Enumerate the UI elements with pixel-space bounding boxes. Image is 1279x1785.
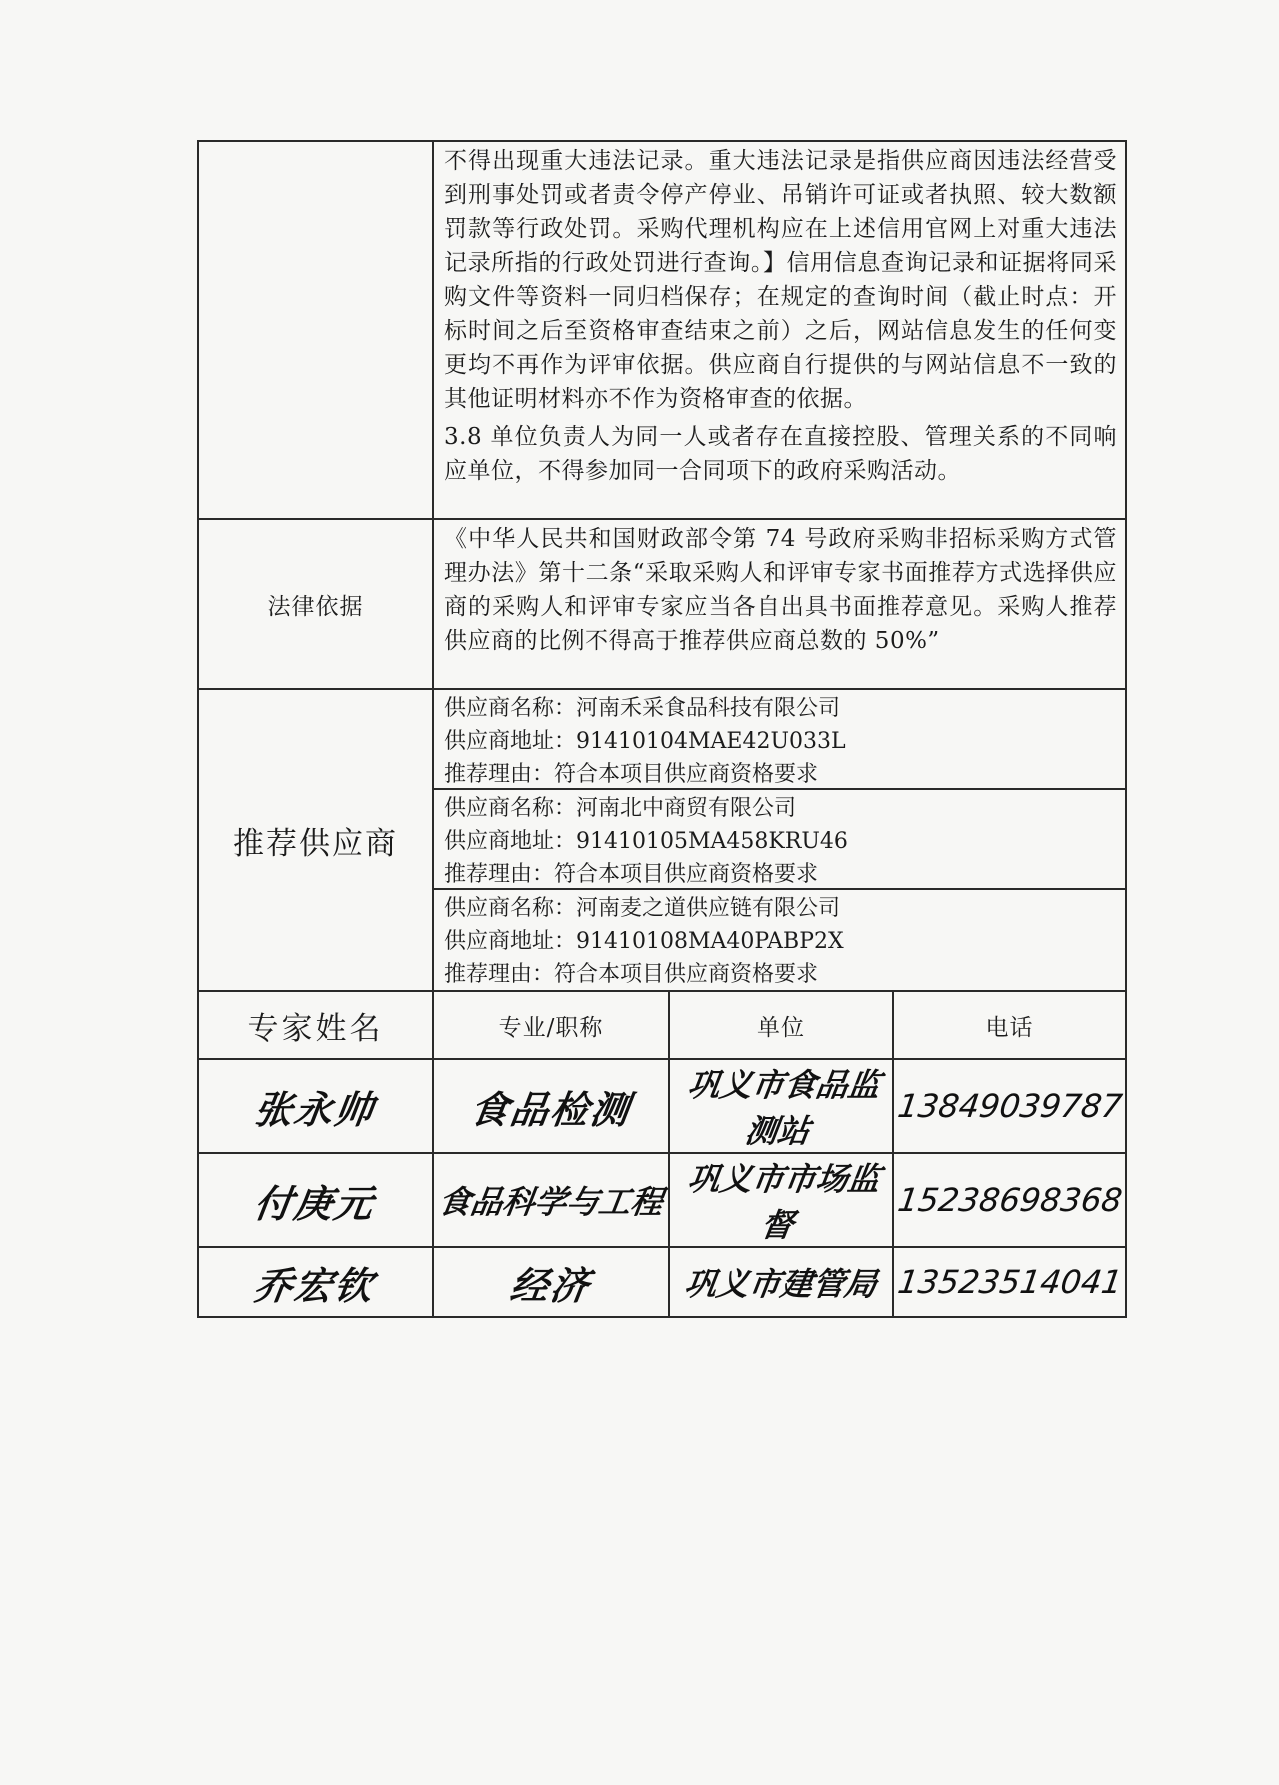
supplier-name: 供应商名称：河南北中商贸有限公司	[444, 796, 797, 821]
expert-name-signature: 张永帅	[198, 1059, 433, 1153]
legal-basis-text: 《中华人民共和国财政部令第 74 号政府采购非招标采购方式管理办法》第十二条“采取采购人和评审专家书面推荐方式选择供应商的采购人和评审专家应当各自出具书面推荐意见。采购人推荐供应商的比例不得高于推荐供应商总数的 50%”	[444, 526, 1117, 654]
header-specialty: 专业/职称	[433, 991, 669, 1059]
supplier-address: 供应商地址：91410105MA458KRU46	[444, 829, 848, 854]
supplier-reason: 推荐理由：符合本项目供应商资格要求	[444, 862, 819, 887]
recommended-label-cell	[198, 689, 433, 991]
document-table	[197, 140, 1127, 1318]
header-phone: 电话	[893, 991, 1126, 1059]
header-unit: 单位	[669, 991, 893, 1059]
supplier-entry	[434, 890, 1125, 990]
expert-name-signature: 付庚元	[198, 1153, 433, 1247]
expert-phone-signature: 13523514041	[893, 1247, 1126, 1317]
requirements-cell	[433, 141, 1126, 519]
experts-header-row	[198, 991, 1126, 1059]
expert-specialty-signature: 经济	[433, 1247, 669, 1317]
expert-specialty-signature: 食品科学与工程	[433, 1153, 669, 1247]
expert-phone-signature: 13849039787	[893, 1059, 1126, 1153]
legal-basis-label-cell	[198, 519, 433, 689]
legal-basis-label: 法律依据	[267, 593, 364, 620]
legal-basis-row	[198, 519, 1126, 689]
header-expert-name: 专家姓名	[198, 991, 433, 1059]
expert-row	[198, 1247, 1126, 1317]
requirements-label-cell	[198, 141, 433, 519]
expert-phone-signature: 15238698368	[893, 1153, 1126, 1247]
expert-row	[198, 1059, 1126, 1153]
expert-unit-signature: 巩义市食品监测站	[669, 1059, 893, 1153]
recommended-label: 推荐供应商	[233, 825, 398, 862]
supplier-address: 供应商地址：91410108MA40PABP2X	[444, 929, 844, 954]
requirements-row	[198, 141, 1126, 519]
supplier-entry	[434, 790, 1125, 890]
recommended-suppliers-row	[198, 689, 1126, 991]
legal-basis-cell	[433, 519, 1126, 689]
requirements-paragraph: 不得出现重大违法记录。重大违法记录是指供应商因违法经营受到刑事处罚或者责令停产停业、吊销许可证或者执照、较大数额罚款等行政处罚。采购代理机构应在上述信用官网上对重大违法记录所指的行政处罚进行查询。】信用信息查询记录和证据将同采购文件等资料一同归档保存；在规定的查询时间（截止时点：开标时间之后至资格审查结束之前）之后，网站信息发生的任何变更均不再作为评审依据。供应商自行提供的与网站信息不一致的其他证明材料亦不作为资格审查的依据。	[444, 148, 1117, 412]
supplier-name: 供应商名称：河南麦之道供应链有限公司	[444, 896, 841, 921]
expert-name-signature: 乔宏钦	[198, 1247, 433, 1317]
expert-specialty-signature: 食品检测	[433, 1059, 669, 1153]
expert-row	[198, 1153, 1126, 1247]
requirements-paragraph: 3.8 单位负责人为同一人或者存在直接控股、管理关系的不同响应单位，不得参加同一合同项下的政府采购活动。	[444, 424, 1117, 484]
supplier-address: 供应商地址：91410104MAE42U033L	[444, 729, 846, 754]
supplier-reason: 推荐理由：符合本项目供应商资格要求	[444, 962, 819, 987]
expert-unit-signature: 巩义市市场监督	[669, 1153, 893, 1247]
expert-unit-signature: 巩义市建管局	[669, 1247, 893, 1317]
supplier-reason: 推荐理由：符合本项目供应商资格要求	[444, 762, 819, 787]
supplier-entry	[434, 690, 1125, 790]
supplier-list	[433, 689, 1126, 991]
supplier-name: 供应商名称：河南禾采食品科技有限公司	[444, 696, 841, 721]
